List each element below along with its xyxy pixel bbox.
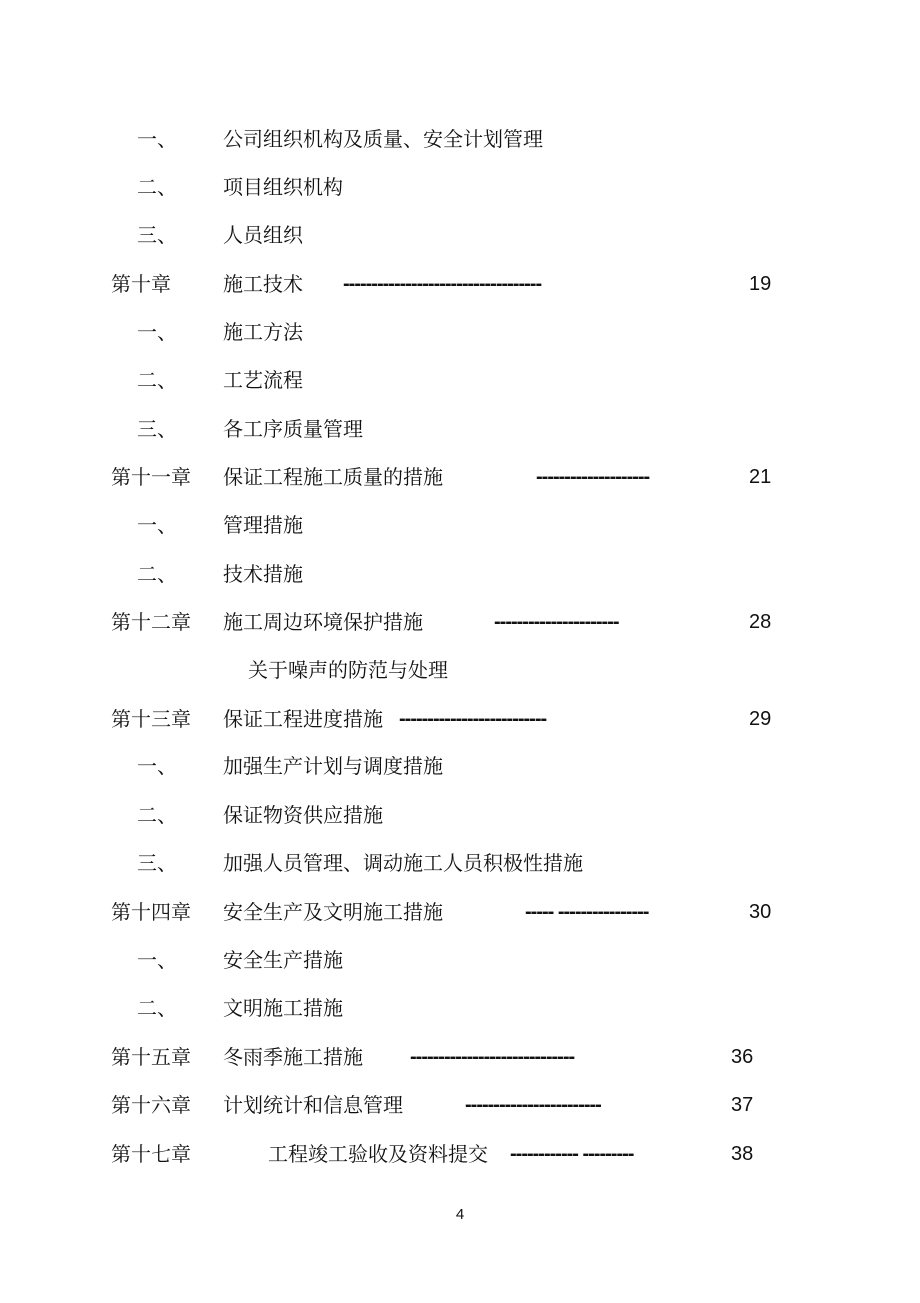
toc-page: 38: [731, 1143, 754, 1165]
toc-label: 三、: [137, 851, 177, 875]
toc-label: 第十五章: [111, 1045, 191, 1069]
toc-leader: --------------------------: [399, 708, 547, 730]
toc-label: 二、: [137, 562, 177, 586]
toc-label: 一、: [137, 127, 177, 151]
toc-label: 二、: [137, 175, 177, 199]
toc-title: 冬雨季施工措施: [223, 1045, 363, 1069]
toc-title: 安全生产及文明施工措施: [223, 900, 443, 924]
toc-leader: -----------------------------: [410, 1046, 575, 1068]
toc-label: 二、: [137, 803, 177, 827]
toc-row: [0, 655, 920, 685]
toc-title: 管理措施: [223, 513, 303, 537]
toc-label: 第十三章: [111, 707, 191, 731]
toc-leader: ------------ ---------: [510, 1143, 634, 1165]
toc-chapter-row: [0, 607, 920, 637]
toc-leader: ------------------------: [465, 1094, 601, 1116]
toc-row: [0, 510, 920, 540]
toc-row: [0, 751, 920, 781]
toc-label: 一、: [137, 948, 177, 972]
toc-label: 第十一章: [111, 465, 191, 489]
toc-row: [0, 414, 920, 444]
toc-chapter-row: [0, 1139, 920, 1169]
toc-title: 各工序质量管理: [223, 417, 363, 441]
toc-title: 关于噪声的防范与处理: [248, 658, 448, 682]
toc-row: [0, 945, 920, 975]
toc-chapter-row: [0, 462, 920, 492]
toc-title: 保证物资供应措施: [223, 803, 383, 827]
toc-chapter-row: [0, 1090, 920, 1120]
toc-page: 30: [749, 901, 772, 923]
toc-chapter-row: [0, 1042, 920, 1072]
toc-page: 19: [749, 273, 772, 295]
toc-title: 项目组织机构: [223, 175, 343, 199]
toc-label: 第十六章: [111, 1093, 191, 1117]
toc-label: 第十七章: [111, 1142, 191, 1166]
toc-row: [0, 993, 920, 1023]
toc-label: 一、: [137, 754, 177, 778]
toc-page: 37: [731, 1094, 754, 1116]
toc-label: 第十四章: [111, 900, 191, 924]
toc-leader: --------------------: [536, 466, 650, 488]
toc-label: 三、: [137, 223, 177, 247]
toc-title: 施工方法: [223, 320, 303, 344]
toc-label: 二、: [137, 368, 177, 392]
toc-title: 计划统计和信息管理: [223, 1093, 403, 1117]
toc-title: 文明施工措施: [223, 996, 343, 1020]
toc-title: 保证工程施工质量的措施: [223, 465, 443, 489]
toc-title: 保证工程进度措施: [223, 707, 383, 731]
toc-label: 三、: [137, 417, 177, 441]
toc-leader: ----- ----------------: [525, 901, 649, 923]
toc-title: 工艺流程: [223, 368, 303, 392]
toc-chapter-row: [0, 897, 920, 927]
toc-title: 加强人员管理、调动施工人员积极性措施: [223, 851, 583, 875]
toc-chapter-row: [0, 704, 920, 734]
toc-row: [0, 317, 920, 347]
toc-label: 一、: [137, 513, 177, 537]
toc-title: 工程竣工验收及资料提交: [268, 1142, 488, 1166]
toc-label: 第十章: [111, 272, 171, 296]
toc-label: 一、: [137, 320, 177, 344]
toc-page: 21: [749, 466, 772, 488]
page-number: 4: [455, 1206, 465, 1223]
toc-title: 公司组织机构及质量、安全计划管理: [223, 127, 543, 151]
toc-leader: -----------------------------------: [343, 273, 542, 295]
toc-leader: ----------------------: [494, 611, 619, 633]
toc-title: 人员组织: [223, 223, 303, 247]
toc-row: [0, 124, 920, 154]
toc-label: 二、: [137, 996, 177, 1020]
toc-title: 施工周边环境保护措施: [223, 610, 423, 634]
toc-title: 加强生产计划与调度措施: [223, 754, 443, 778]
toc-title: 技术措施: [223, 562, 303, 586]
toc-row: [0, 559, 920, 589]
toc-row: [0, 365, 920, 395]
toc-row: [0, 800, 920, 830]
toc-label: 第十二章: [111, 610, 191, 634]
toc-row: [0, 848, 920, 878]
toc-title: 施工技术: [223, 272, 303, 296]
toc-page: 36: [731, 1046, 754, 1068]
toc-page: 29: [749, 708, 772, 730]
toc-title: 安全生产措施: [223, 948, 343, 972]
toc-page: 28: [749, 611, 772, 633]
toc-row: [0, 172, 920, 202]
toc-chapter-row: [0, 269, 920, 299]
toc-row: [0, 220, 920, 250]
